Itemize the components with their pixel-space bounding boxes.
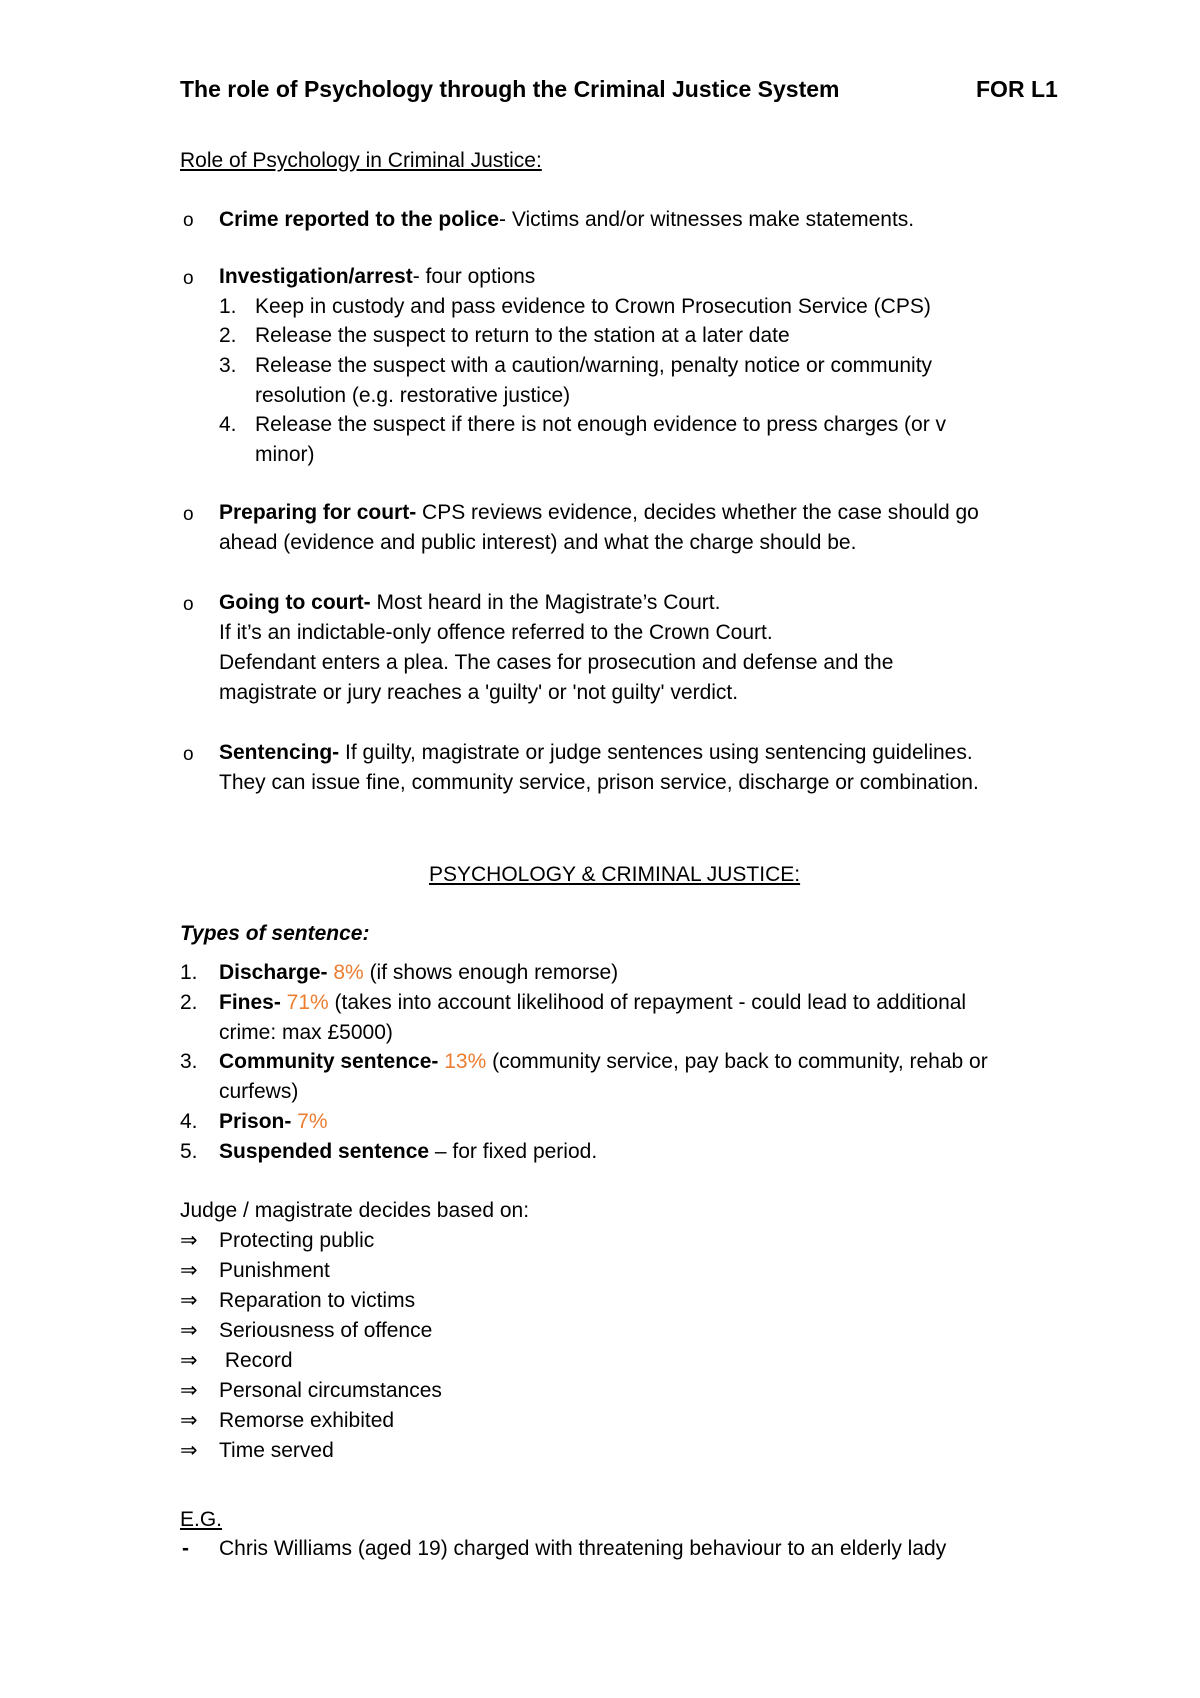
type-text: – for fixed period. xyxy=(429,1140,598,1163)
type-label: Fines- xyxy=(219,991,281,1014)
arrow-icon: ⇒ xyxy=(180,1349,198,1372)
factor-list xyxy=(219,1226,442,1466)
role-item-going-to-court xyxy=(219,588,893,708)
type-percentage: 13% xyxy=(438,1050,487,1073)
bullet-marker: o xyxy=(183,210,194,231)
arrow-icon: ⇒ xyxy=(180,1259,198,1282)
option-number: 4. xyxy=(219,413,237,436)
arrow-column xyxy=(180,1226,198,1466)
role-item-preparing xyxy=(219,498,979,558)
psychology-heading: PSYCHOLOGY & CRIMINAL JUSTICE: xyxy=(429,863,801,886)
role-heading: Role of Psychology in Criminal Justice: xyxy=(180,149,542,172)
role-item-label: Sentencing- xyxy=(219,741,340,764)
role-item-label: Going to court- xyxy=(219,591,371,614)
type-label: Prison- xyxy=(219,1110,292,1133)
option-text: Release the suspect to return to the station at a later date xyxy=(255,324,790,347)
type-text: (community service, pay back to community, rehab or xyxy=(486,1050,988,1073)
role-item-text: - Victims and/or witnesses make statements. xyxy=(499,208,915,231)
arrow-icon: ⇒ xyxy=(180,1229,198,1252)
factor-item: Punishment xyxy=(219,1259,330,1282)
role-item-text: They can issue fine, community service, prison service, discharge or combination. xyxy=(219,771,979,794)
type-fines xyxy=(219,988,966,1048)
arrow-icon: ⇒ xyxy=(180,1409,198,1432)
factor-item: Reparation to victims xyxy=(219,1289,416,1312)
bullet-marker: o xyxy=(183,594,194,615)
factor-item: Seriousness of offence xyxy=(219,1319,433,1342)
type-number: 3. xyxy=(180,1050,198,1073)
type-text: curfews) xyxy=(219,1080,299,1103)
types-heading: Types of sentence: xyxy=(180,922,370,945)
type-prison xyxy=(219,1107,328,1137)
option-number: 1. xyxy=(219,295,237,318)
type-label: Community sentence- xyxy=(219,1050,439,1073)
factor-item: Record xyxy=(219,1349,293,1372)
option-text-line: resolution (e.g. restorative justice) xyxy=(255,384,571,407)
role-item-text: CPS reviews evidence, decides whether the case should go xyxy=(416,501,979,524)
type-percentage: 7% xyxy=(291,1110,328,1133)
type-percentage: 71% xyxy=(280,991,329,1014)
arrow-icon: ⇒ xyxy=(180,1319,198,1342)
type-number: 2. xyxy=(180,991,198,1014)
document-title: The role of Psychology through the Criminal Justice System xyxy=(180,76,840,102)
arrow-icon: ⇒ xyxy=(180,1439,198,1462)
type-text: (if shows enough remorse) xyxy=(363,961,619,984)
option-text-line: Release the suspect with a caution/warning, penalty notice or community xyxy=(255,354,933,377)
role-item-text: If guilty, magistrate or judge sentences using sentencing guidelines. xyxy=(339,741,973,764)
type-number: 5. xyxy=(180,1140,198,1163)
bullet-marker: o xyxy=(183,268,194,289)
role-item-text: If it’s an indictable-only offence referred to the Crown Court. xyxy=(219,621,773,644)
option-number: 3. xyxy=(219,354,237,377)
option-text: Keep in custody and pass evidence to Crown Prosecution Service (CPS) xyxy=(255,295,931,318)
type-number: 4. xyxy=(180,1110,198,1133)
type-label: Suspended sentence xyxy=(219,1140,430,1163)
role-item-investigation xyxy=(219,262,535,292)
type-discharge xyxy=(219,958,618,988)
bullet-marker: o xyxy=(183,504,194,525)
level-label: FOR L1 xyxy=(976,76,1058,102)
factor-item: Protecting public xyxy=(219,1229,375,1252)
factor-item: Time served xyxy=(219,1439,334,1462)
arrow-icon: ⇒ xyxy=(180,1289,198,1312)
type-text: crime: max £5000) xyxy=(219,1021,393,1044)
option-text xyxy=(255,410,946,470)
bullet-marker: o xyxy=(183,744,194,765)
type-label: Discharge- xyxy=(219,961,328,984)
role-item-text: - four options xyxy=(412,265,536,288)
option-text xyxy=(255,351,932,411)
factor-item: Remorse exhibited xyxy=(219,1409,395,1432)
role-item-label: Crime reported to the police xyxy=(219,208,500,231)
example-dash: - xyxy=(182,1537,189,1560)
example-heading: E.G. xyxy=(180,1508,223,1531)
role-item-text: Defendant enters a plea. The cases for prosecution and defense and the xyxy=(219,651,894,674)
role-item-text: ahead (evidence and public interest) and what the charge should be. xyxy=(219,531,857,554)
role-item-crime-reported xyxy=(219,205,914,235)
arrow-icon: ⇒ xyxy=(180,1379,198,1402)
example-text: Chris Williams (aged 19) charged with threatening behaviour to an elderly lady xyxy=(219,1537,947,1560)
option-number: 2. xyxy=(219,324,237,347)
role-item-label: Preparing for court- xyxy=(219,501,417,524)
type-text: (takes into account likelihood of repayment - could lead to additional xyxy=(328,991,967,1014)
role-item-label: Investigation/arrest xyxy=(219,265,413,288)
type-percentage: 8% xyxy=(327,961,364,984)
type-community-sentence xyxy=(219,1047,988,1107)
option-text-line: minor) xyxy=(255,443,315,466)
option-text-line: Release the suspect if there is not enough evidence to press charges (or v xyxy=(255,413,947,436)
type-number: 1. xyxy=(180,961,198,984)
role-item-sentencing xyxy=(219,738,979,798)
factor-item: Personal circumstances xyxy=(219,1379,442,1402)
role-item-text: Most heard in the Magistrate’s Court. xyxy=(370,591,721,614)
type-suspended-sentence xyxy=(219,1137,597,1167)
role-item-text: magistrate or jury reaches a 'guilty' or 'not guilty' verdict. xyxy=(219,681,739,704)
decides-intro: Judge / magistrate decides based on: xyxy=(180,1199,530,1222)
